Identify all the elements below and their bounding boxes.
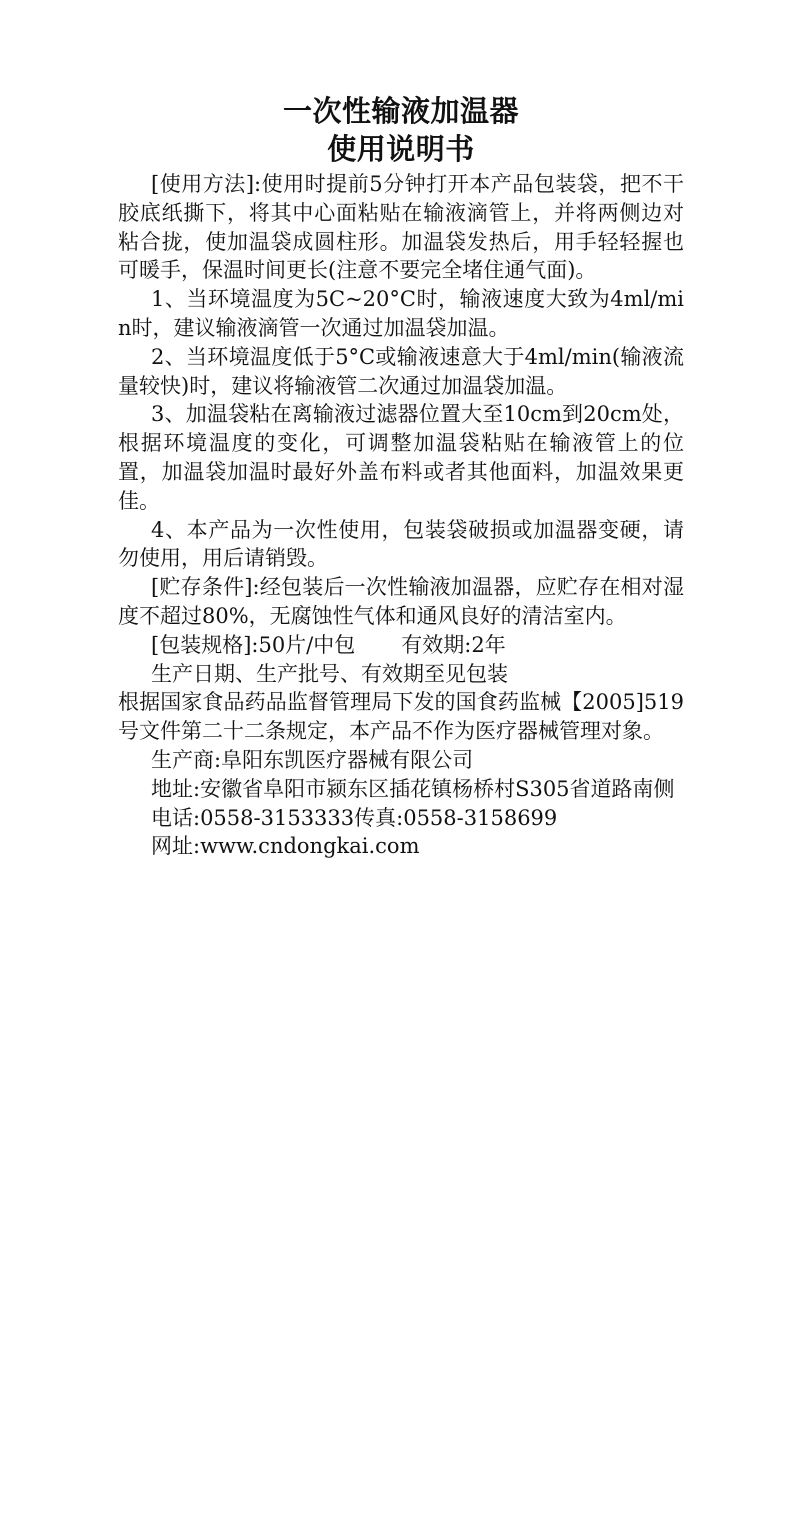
regulation-paragraph: 根据国家食品药品监督管理局下发的国食药监械【2005]519号文件第二十二条规定，本产品不作为医疗器械管理对象。 <box>118 690 684 744</box>
usage-item-2: 2、当环境温度低于5°C或输液速意大于4ml/min(输液流量较快)时，建议将输液管二次通过加温袋加温。 <box>118 344 684 398</box>
manufacturer: 生产商:阜阳东凯医疗器械有限公司 <box>151 747 474 772</box>
usage-item-3: 3、加温袋粘在离输液过滤器位置大至10cm到20cm处，根据环境温度的变化，可调整加温袋粘贴在输液管上的位置，加温袋加温时最好外盖布料或者其他面料，加温效果更佳。 <box>118 402 684 513</box>
document-subtitle: 使用说明书 <box>327 132 475 166</box>
usage-paragraph: [使用方法]:使用时提前5分钟打开本产品包装袋，把不干胶底纸撕下，将其中心面粘贴在输液滴管上，并将两侧边对粘合拢，使加温袋成圆柱形。加温袋发热后，用手轻轻握也可暖手，保温时间更长(注意不要完全堵住通气面)。 <box>118 172 684 283</box>
address: 地址:安徽省阜阳市颍东区插花镇杨桥村S305省道路南侧 <box>151 776 675 801</box>
usage-item-4: 4、本产品为一次性使用，包装袋破损或加温器变硬，请勿使用，用后请销毁。 <box>118 517 684 571</box>
website: 网址:www.cndongkai.com <box>151 834 420 859</box>
document-title: 一次性输液加温器 <box>282 94 519 128</box>
packaging-line <box>118 631 684 660</box>
validity-period: 有效期:2年 <box>401 632 506 657</box>
usage-item-1: 1、当环境温度为5C~20°C时，输液速度大致为4ml/min时，建议输液滴管一次通过加温袋加温。 <box>118 287 684 340</box>
storage-paragraph: [贮存条件]:经包装后一次性输液加温器，应贮存在相对湿度不超过80%，无腐蚀性气体和通风良好的清洁室内。 <box>118 575 684 628</box>
production-info: 生产日期、生产批号、有效期至见包装 <box>151 661 508 686</box>
packaging-spec: [包装规格]:50片/中包 <box>151 632 356 657</box>
phone-fax: 电话:0558-3153333传真:0558-3158699 <box>151 805 558 830</box>
instruction-document <box>118 92 684 861</box>
